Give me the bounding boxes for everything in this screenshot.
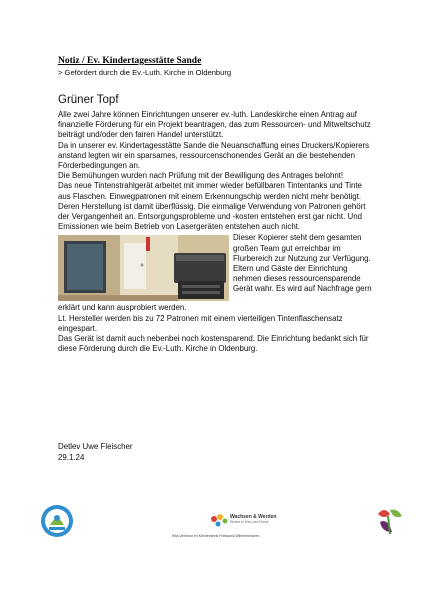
document-header bbox=[58, 56, 231, 77]
signature-block bbox=[58, 442, 133, 463]
logo-text: Wachsen & Werden bbox=[230, 514, 277, 520]
paragraph: Alle zwei Jahre können Einrichtungen unserer ev.-luth. Landeskirche einen Antrag auf finanzielle Förderung für ein Projekt beantragen, das zum Ressourcen- und Mitweltschutz beiträgt und/oder den fairen Handel unterstützt. bbox=[58, 110, 371, 140]
church-logo bbox=[372, 504, 406, 538]
footer-caption: Kita-Verbund im Kirchenkreis Friesland-Wilhelmshaven bbox=[172, 534, 260, 538]
paragraph-continuation: erklärt und kann ausprobiert werden. bbox=[58, 303, 187, 313]
image-text-row bbox=[58, 233, 376, 303]
paragraph: Da in unserer ev. Kindertagesstätte Sande die Neuanschaffung eines Druckers/Kopierers anstand legten wir ein sparsames, ressourcenschonendes Gerät an die bestehenden Förderbedingungen an. bbox=[58, 140, 370, 171]
paragraph: Das neue Tintenstrahlgerät arbeitet mit immer wieder befüllbaren Tintentanks und Tinte aus Flaschen. Einwegpatronen mit einem Erkennungschip werden nicht mehr benötigt. Deren Herstellung ist damit überflüssig. Die einmalige Verwendung von Patronen gehört der Vergangenheit an. Entsorgungsprobleme und -kosten entstehen erst gar nicht. Und Emissionen wie beim Betrieb von Lasergeräten entstehen auch nicht. bbox=[58, 181, 366, 232]
paragraph: Das Gerät ist damit auch nebenbei noch kostensparend. Die Einrichtung bedankt sich für diese Förderung durch die Ev.-Luth. Kirche in Oldenburg. bbox=[58, 334, 369, 354]
paragraph: Lt. Hersteller werden bis zu 72 Patronen mit einem vierteiligen Tintenflaschensatz eingespart. bbox=[58, 313, 343, 333]
body-text bbox=[58, 110, 376, 354]
logo-subtext: Kinder in Kita und Kirche bbox=[230, 520, 269, 524]
seal-icon bbox=[40, 504, 74, 538]
document-subtitle: > Gefördert durch die Ev.-Luth. Kirche in Oldenburg bbox=[58, 68, 232, 77]
section-heading: Grüner Topf bbox=[58, 94, 119, 106]
kita-verbund-logo bbox=[172, 512, 312, 544]
side-text: Dieser Kopierer steht dem gesamten großen Team gut erreichbar im Flurbereich zur Nutzung zur Verfügung. Eltern und Gäste der Einrichtung nehmen dieses ressourcensparende Gerät wahr. Es wird auf Nachfrage gern bbox=[233, 233, 372, 294]
signature-date: 29.1.24 bbox=[58, 452, 85, 462]
environment-seal-logo bbox=[40, 504, 74, 538]
paragraph: Die Bemühungen wurden nach Prüfung mit der Bewilligung des Antrages belohnt! bbox=[58, 171, 344, 181]
copier-photo bbox=[58, 235, 229, 301]
copier-photo-illustration bbox=[58, 235, 229, 301]
wachsen-werden-icon bbox=[210, 514, 228, 528]
signature-name: Detlev Uwe Fleischer bbox=[58, 442, 133, 451]
document-title: Notiz / Ev. Kindertagesstätte Sande bbox=[58, 56, 202, 66]
leaf-cross-icon bbox=[372, 504, 406, 538]
